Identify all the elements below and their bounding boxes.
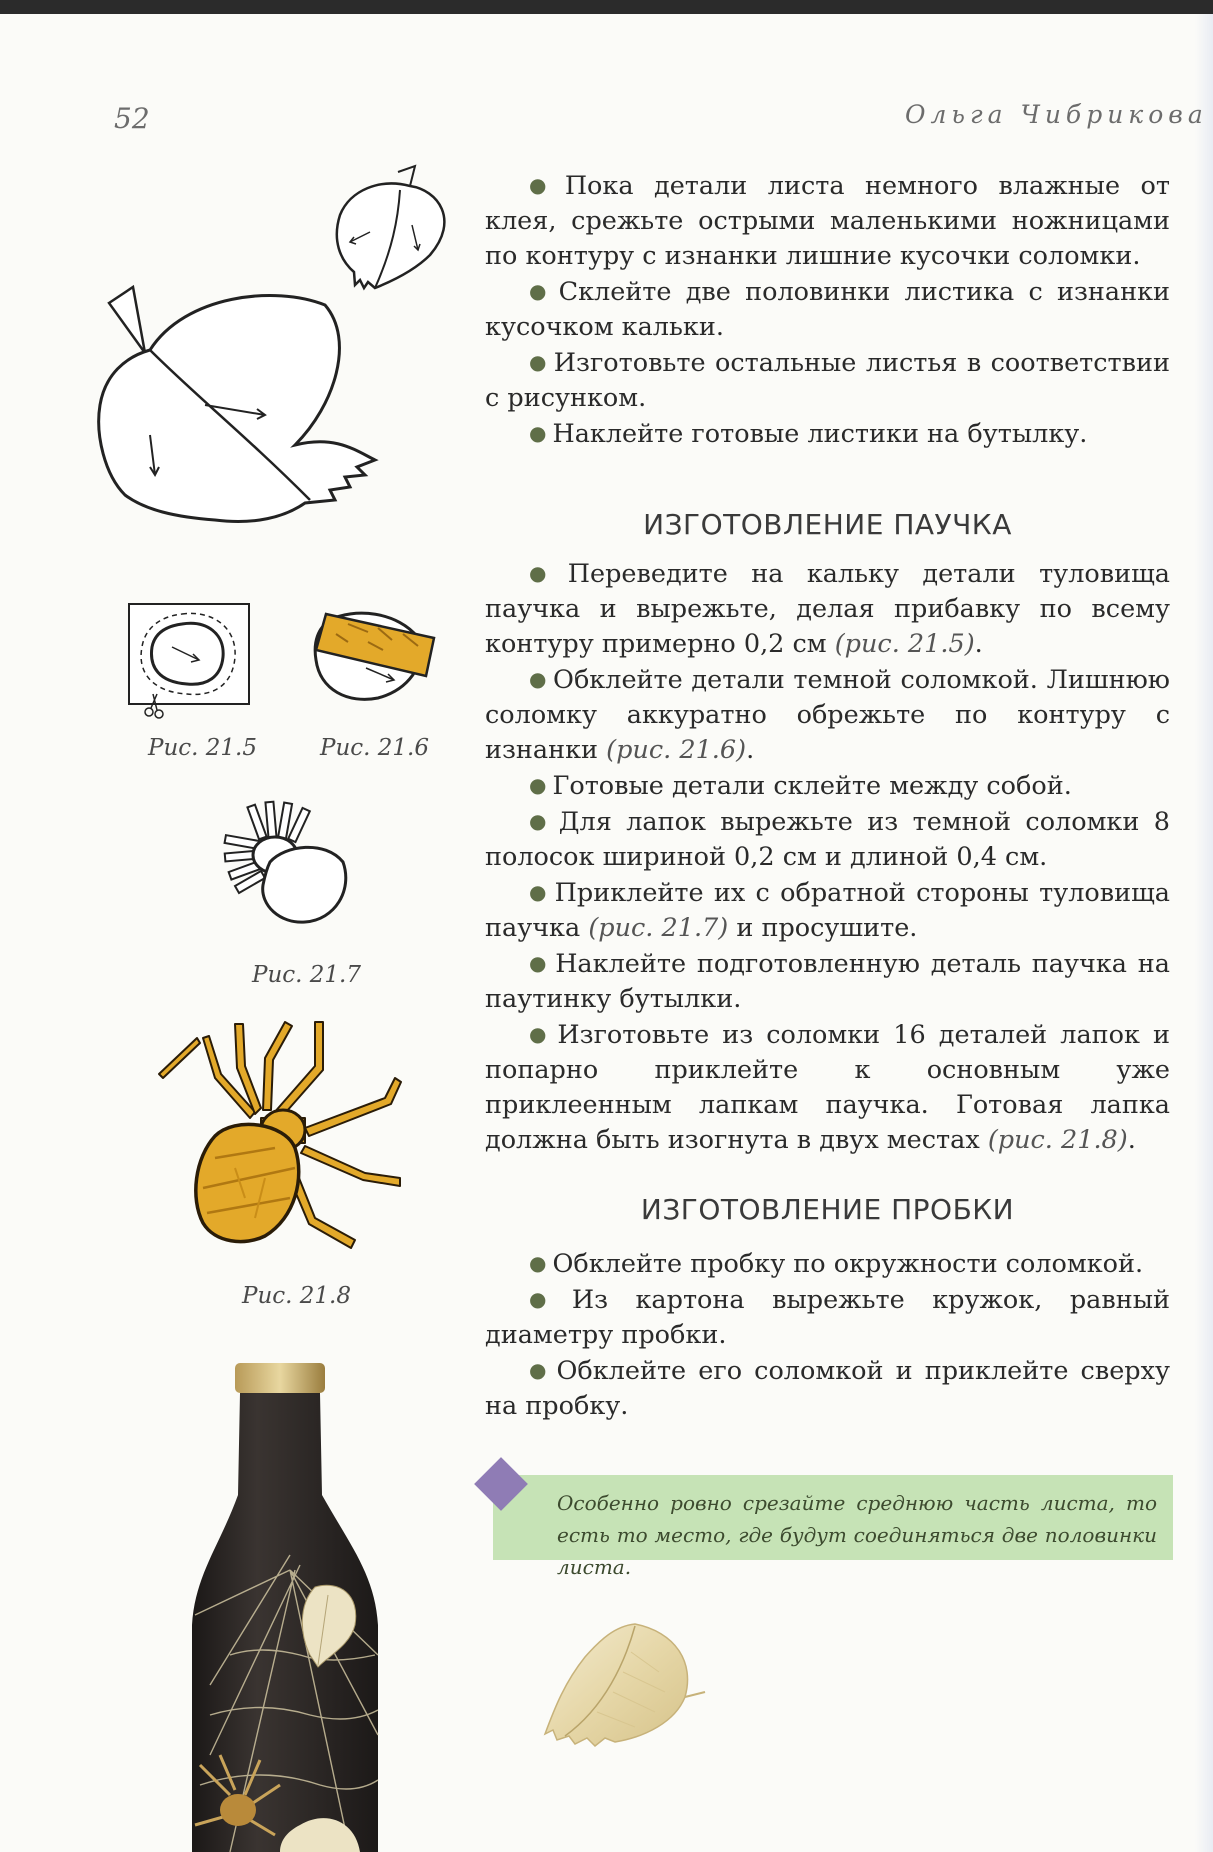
paragraph: ● Обклейте его соломкой и приклейте сверху на пробку. xyxy=(485,1356,1170,1421)
caption-fig-21-7: Рис. 21.7 xyxy=(252,962,362,988)
section-cork-instructions xyxy=(485,1246,1170,1424)
paragraph: ● Склейте две половинки листика с изнанки кусочком кальки. xyxy=(485,277,1170,342)
paragraph: ● Наклейте готовые листики на бутылку. xyxy=(529,419,1088,449)
paragraph: ● Наклейте подготовленную деталь паучка на паутинку бутылки. xyxy=(485,949,1171,1014)
straw-leaf-photo xyxy=(535,1612,705,1762)
paragraph: ● Изготовьте остальные листья в соответствии с рисунком. xyxy=(485,348,1171,413)
figure-21-6 xyxy=(308,600,443,715)
caption-fig-21-6: Рис. 21.6 xyxy=(320,735,430,761)
page-edge xyxy=(1195,14,1213,1852)
paragraph: ● Обклейте детали темной соломкой. Лишнюю соломку аккуратно обрежьте по контуру с изнанки (рис. 21.6). xyxy=(485,665,1170,765)
paragraph: ● Обклейте пробку по окружности соломкой. xyxy=(529,1249,1144,1279)
paragraph: ● Пока детали листа немного влажные от клея, срежьте острыми маленькими ножницами по контуру с изнанки лишние кусочки соломки. xyxy=(485,171,1170,271)
section-leaf-instructions xyxy=(485,168,1170,452)
heading-cork: ИЗГОТОВЛЕНИЕ ПРОБКИ xyxy=(640,1193,1015,1226)
running-header-author: Ольга Чибрикова xyxy=(905,100,1208,129)
caption-fig-21-8: Рис. 21.8 xyxy=(242,1283,352,1309)
heading-spider: ИЗГОТОВЛЕНИЕ ПАУЧКА xyxy=(643,508,1012,541)
paragraph: ● Изготовьте из соломки 16 деталей лапок и попарно приклейте к основным уже приклеенным лапкам паучка. Готовая лапка должна быть изогнута в двух местах (рис. 21.8). xyxy=(485,1020,1170,1155)
caption-fig-21-5: Рис. 21.5 xyxy=(148,735,258,761)
top-edge xyxy=(0,0,1213,14)
tip-text: Особенно ровно срезайте среднюю часть листа, то есть то место, где будут соединяться две половинки листа. xyxy=(557,1491,1157,1579)
page-number: 52 xyxy=(114,102,150,135)
decorated-bottle-photo xyxy=(150,1355,420,1852)
large-leaf-sketch xyxy=(95,285,385,535)
tip-box xyxy=(493,1475,1173,1579)
small-leaf-sketch xyxy=(320,160,460,300)
figure-21-8-spider xyxy=(155,1018,410,1258)
figure-21-7 xyxy=(225,800,360,930)
paragraph: ● Переведите на кальку детали туловища паучка и вырежьте, делая прибавку по всему контуру примерно 0,2 см (рис. 21.5). xyxy=(485,559,1171,659)
section-spider-instructions xyxy=(485,556,1170,1158)
paragraph: ● Готовые детали склейте между собой. xyxy=(529,771,1072,801)
figure-21-5 xyxy=(127,602,252,722)
paragraph: ● Из картона вырежьте кружок, равный диаметру пробки. xyxy=(485,1285,1170,1350)
paragraph: ● Для лапок вырежьте из темной соломки 8 полосок шириной 0,2 см и длиной 0,4 см. xyxy=(485,807,1171,872)
paragraph: ● Приклейте их с обратной стороны туловища паучка (рис. 21.7) и просушите. xyxy=(485,878,1171,943)
